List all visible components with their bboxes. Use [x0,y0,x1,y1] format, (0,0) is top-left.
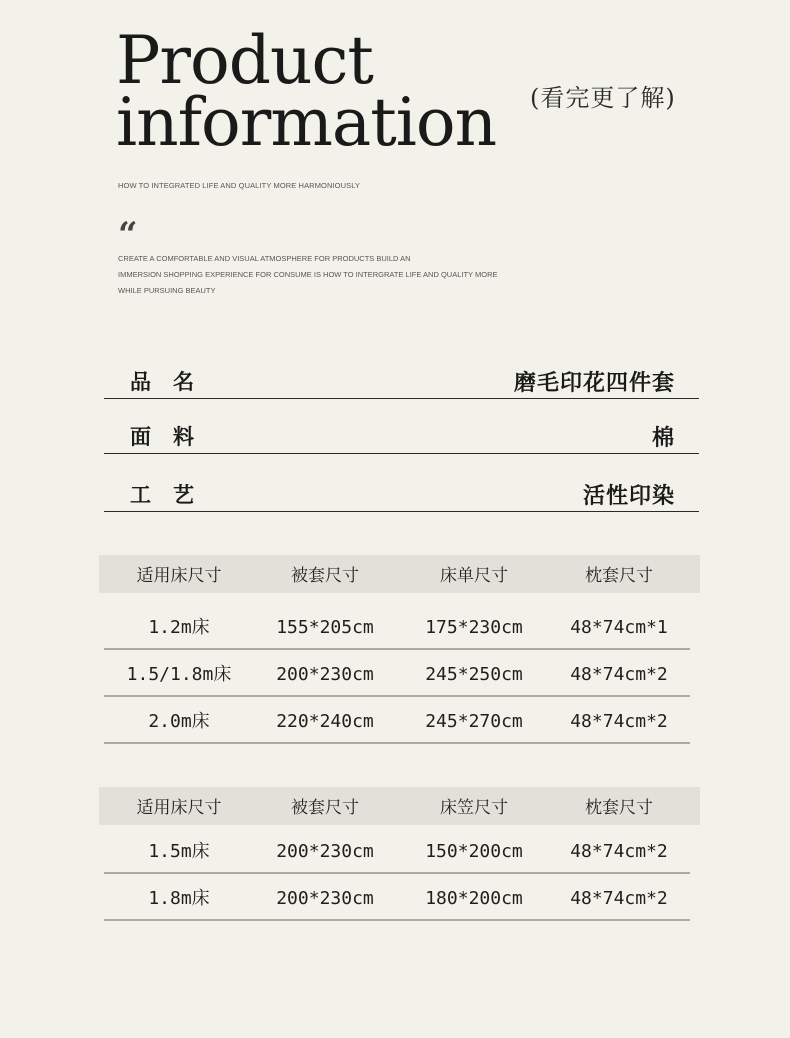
table-cell: 200*230cm [276,664,374,685]
header-cell: 适用床尺寸 [136,798,222,818]
table-cell: 200*230cm [276,888,374,909]
header-cell: 被套尺寸 [291,798,359,818]
table-row [104,827,690,874]
table-cell: 48*74cm*1 [570,617,668,638]
title-line-product: Product [116,22,373,99]
table-header [99,555,700,593]
table-cell: 245*250cm [425,664,523,685]
header-cell: 枕套尺寸 [585,798,653,818]
table-cell: 48*74cm*2 [570,711,668,732]
header-cell: 适用床尺寸 [136,566,222,586]
table-row [104,874,690,921]
table-cell: 1.8m床 [148,888,210,909]
table-cell: 175*230cm [425,617,523,638]
table-row [104,650,690,697]
header-cell: 枕套尺寸 [585,566,653,586]
title-line-information: information [116,84,497,161]
info-row-fabric [104,399,699,454]
header-cell: 被套尺寸 [291,566,359,586]
table-row [104,603,690,650]
header-cell: 床单尺寸 [440,566,508,586]
description-line: WHILE PURSUING BEAUTY [118,286,216,295]
quote-icon: “ [118,215,138,255]
info-label: 面料 [130,425,216,449]
size-table-four-piece [99,555,700,744]
description-line: IMMERSION SHOPPING EXPERIENCE FOR CONSUME IS HOW TO INTERGRATE LIFE AND QUALITY MORE [118,270,498,279]
info-row-product-name [104,344,699,399]
see-more-note: (看完更了解) [530,84,676,112]
table-cell: 48*74cm*2 [570,841,668,862]
description [118,251,538,299]
info-label: 品名 [130,370,216,394]
info-value: 活性印染 [582,484,675,509]
description-line: CREATE A COMFORTABLE AND VISUAL ATMOSPHERE FOR PRODUCTS BUILD AN [118,254,411,263]
table-cell: 1.2m床 [148,617,210,638]
table-row [104,697,690,744]
table-cell: 245*270cm [425,711,523,732]
info-label: 工艺 [130,483,216,507]
info-value: 棉 [651,426,675,451]
table-cell: 155*205cm [276,617,374,638]
size-table-fitted-sheet [99,787,700,921]
table-cell: 1.5/1.8m床 [126,664,232,685]
table-cell: 1.5m床 [148,841,210,862]
table-header [99,787,700,825]
info-row-craft [104,457,699,512]
table-cell: 180*200cm [425,888,523,909]
table-cell: 220*240cm [276,711,374,732]
page-title [116,22,497,161]
tagline: HOW TO INTEGRATED LIFE AND QUALITY MORE HARMONIOUSLY [118,181,361,190]
table-cell: 48*74cm*2 [570,664,668,685]
info-value: 磨毛印花四件套 [513,371,675,396]
table-cell: 2.0m床 [148,711,210,732]
table-cell: 150*200cm [425,841,523,862]
table-cell: 48*74cm*2 [570,888,668,909]
table-cell: 200*230cm [276,841,374,862]
header-cell: 床笠尺寸 [440,798,508,818]
